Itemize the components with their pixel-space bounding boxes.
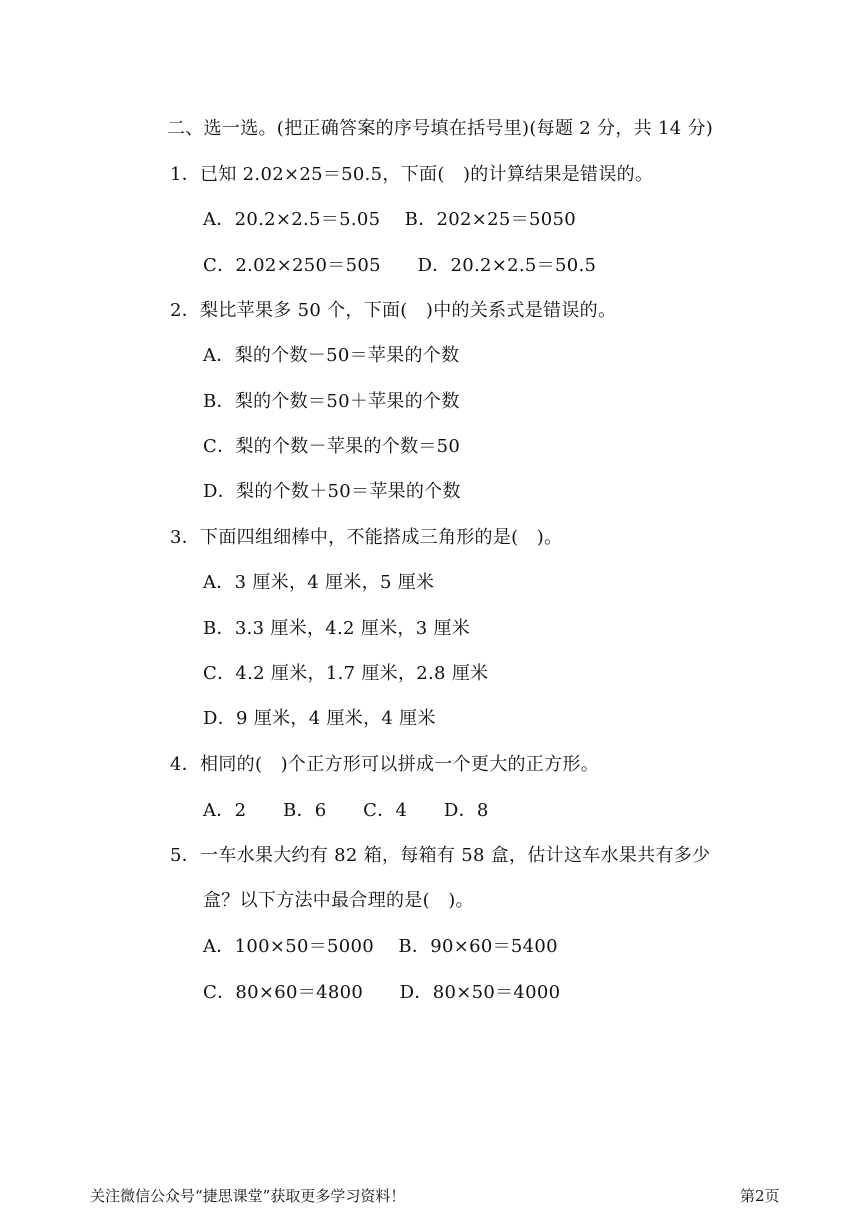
question-3-option-a: A．3 厘米，4 厘米，5 厘米 — [203, 572, 435, 593]
question-2-option-b: B．梨的个数＝50＋苹果的个数 — [203, 391, 460, 412]
question-3-stem: 3．下面四组细棒中，不能搭成三角形的是( )。 — [170, 527, 563, 548]
question-5-stem: 5．一车水果大约有 82 箱，每箱有 58 盒，估计这车水果共有多少 — [170, 845, 711, 866]
question-2-stem: 2．梨比苹果多 50 个，下面( )中的关系式是错误的。 — [170, 300, 617, 321]
question-3-option-d: D．9 厘米，4 厘米，4 厘米 — [203, 708, 436, 729]
question-5-stem-continued: 盒？以下方法中最合理的是( )。 — [203, 890, 474, 911]
question-3-option-b: B．3.3 厘米，4.2 厘米，3 厘米 — [203, 618, 471, 639]
question-4-options: A．2 B．6 C．4 D．8 — [203, 800, 489, 821]
question-3-option-c: C．4.2 厘米，1.7 厘米，2.8 厘米 — [203, 663, 489, 684]
question-1-options-row-2: C．2.02×250＝505 D．20.2×2.5＝50.5 — [203, 255, 597, 276]
question-4-stem: 4．相同的( )个正方形可以拼成一个更大的正方形。 — [170, 754, 599, 775]
question-2-option-d: D．梨的个数＋50＝苹果的个数 — [203, 481, 461, 502]
question-5-options-row-2: C．80×60＝4800 D．80×50＝4000 — [203, 982, 561, 1003]
page-number: 第2页 — [740, 1187, 780, 1205]
section-title: 二、选一选。(把正确答案的序号填在括号里)(每题 2 分，共 14 分) — [167, 118, 714, 139]
footer-promo-text: 关注微信公众号“捷思课堂”获取更多学习资料！ — [90, 1187, 406, 1205]
question-2-option-a: A．梨的个数－50＝苹果的个数 — [203, 345, 460, 366]
question-5-options-row-1: A．100×50＝5000 B．90×60＝5400 — [203, 936, 558, 957]
question-2-option-c: C．梨的个数－苹果的个数＝50 — [203, 436, 461, 457]
question-1-stem: 1．已知 2.02×25＝50.5，下面( )的计算结果是错误的。 — [170, 164, 654, 185]
question-1-options-row-1: A．20.2×2.5＝5.05 B．202×25＝5050 — [203, 209, 576, 230]
